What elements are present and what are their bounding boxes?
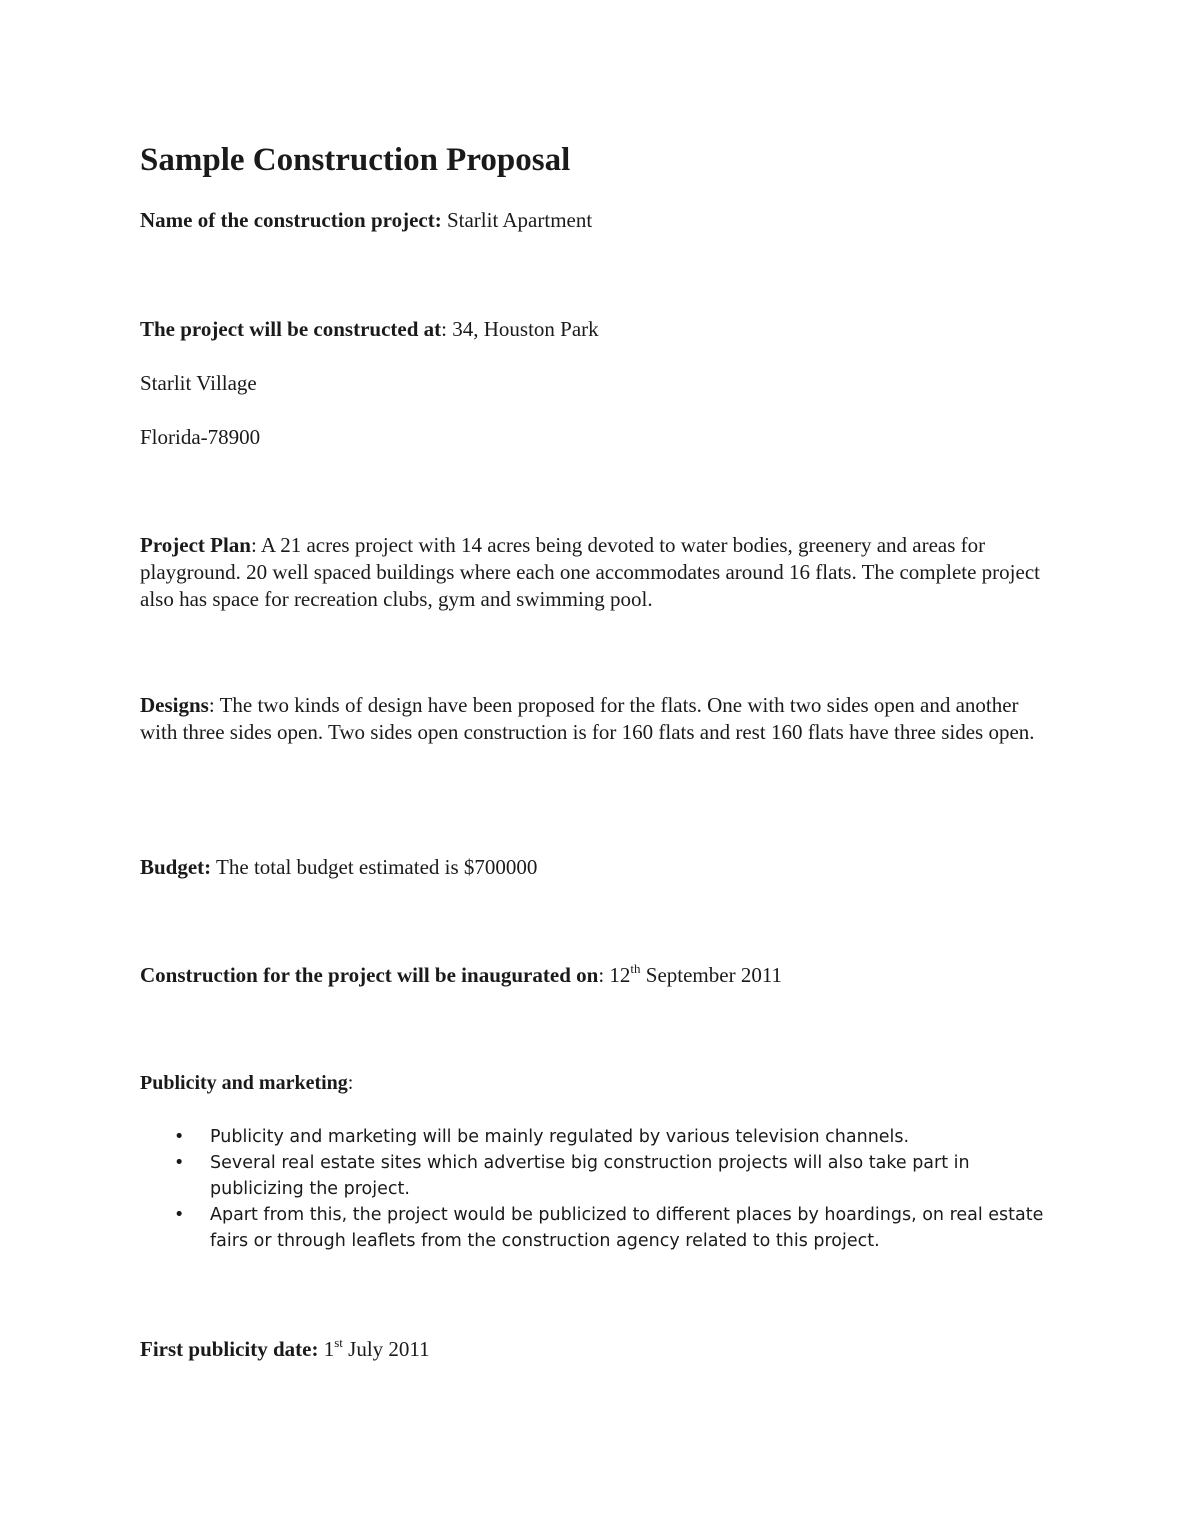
list-item: • Apart from this, the project would be publicized to different places by hoardings, on real estate fairs or through leaflets from the construction agency related to this project. [160,1202,1060,1254]
location-line-2: Starlit Village [140,371,257,395]
list-item: • Publicity and marketing will be mainly regulated by various television channels. [160,1124,1060,1150]
publicity-list [160,1124,1060,1254]
location-line-3: Florida-78900 [140,425,261,449]
inauguration-label: Construction for the project will be inaugurated on [140,963,599,987]
inauguration-suffix: th [630,961,641,976]
budget-line [140,854,537,881]
first-publicity-rest: July 2011 [342,1337,430,1361]
first-publicity-label: First publicity date: [140,1337,319,1361]
inauguration-day: 12 [604,963,631,987]
first-publicity-day: 1 [318,1337,335,1361]
location-value: 34, Houston Park [447,317,599,341]
first-publicity-suffix: st [334,1335,343,1350]
designs-text: The two kinds of design have been proposed for the flats. One with two sides open and another with three sides open. Two sides open construction is for 160 flats and rest 160 flats have three sides open. [140,693,1035,744]
publicity-heading: Publicity and marketing: [140,1072,354,1094]
budget-text: The total budget estimated is $700000 [211,855,538,879]
publicity-label: Publicity and marketing [140,1072,348,1094]
inauguration-line: Construction for the project will be inaugurated on: 12th September 2011 [140,961,783,987]
bullet-icon: • [174,1205,185,1225]
bullet-icon: • [174,1127,185,1147]
location-line: The project will be constructed at: 34, Houston Park [140,317,599,341]
location-label: The project will be constructed at [140,317,442,341]
project-plan-label: Project Plan [140,533,251,557]
list-item: • Several real estate sites which advertise big construction projects will also take part in publicizing the project. [160,1150,1060,1202]
document-title: Sample Construction Proposal [140,142,571,178]
bullet-icon: • [174,1153,185,1173]
project-name-value: Starlit Apartment [441,208,593,232]
project-name-label: Name of the construction project: [140,208,442,232]
budget-label: Budget: [140,855,212,879]
first-publicity-line [140,1336,430,1363]
designs-paragraph: Designs: The two kinds of design have been proposed for the flats. One with two sides open and another with three sides open. Two sides open construction is for 160 flats and rest 160 flats have three sides open. [140,693,1035,744]
project-name-line [140,207,592,234]
project-plan-text: A 21 acres project with 14 acres being devoted to water bodies, greenery and areas for playground. 20 well spaced buildings where each one accommodates around 16 flats. The complete project also has space for recreation clubs, gym and swimming pool. [140,533,1040,611]
designs-label: Designs [140,693,209,717]
inauguration-rest: September 2011 [640,963,783,987]
project-plan-paragraph: Project Plan: A 21 acres project with 14 acres being devoted to water bodies, greenery and areas for playground. 20 well spaced buildings where each one accommodates around 16 flats. The complete project also has space for recreation clubs, gym and swimming pool. [140,533,1040,611]
